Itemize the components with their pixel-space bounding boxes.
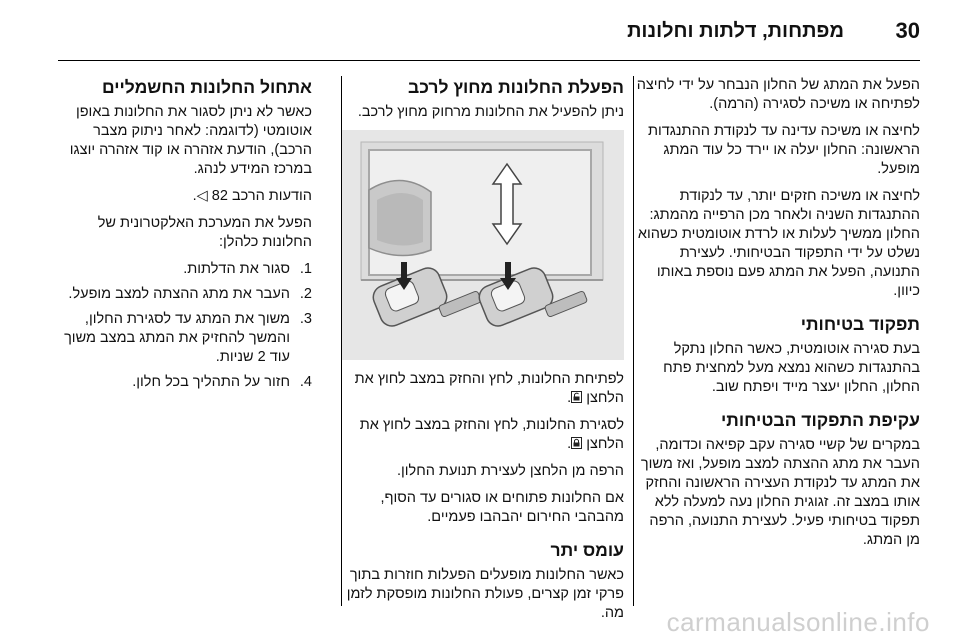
unlock-button-icon [571,391,582,403]
paragraph-vehicle-messages-ref: הודעות הרכב 82 ◁. [192,188,312,204]
heading-remote-operation: הפעלת החלונות מחוץ לרכב [408,77,624,97]
right-column [635,76,920,558]
watermark: carmanualsonline.info [666,607,930,637]
steps-list [60,260,312,392]
header-rule [58,60,920,61]
list-item: 4. חזור על התהליך בכל חלון. [132,374,312,390]
illustration-svg [341,130,624,360]
paragraph-first-detent: לחיצה או משיכה עדינה עד לנקודת ההתנגדות הראשונה: החלון יעלה או יירד כל עוד המתג מופעל. [647,123,920,177]
open-windows-text: לפתיחת החלונות, לחץ והחזק במצב לחוץ את הלחצן [354,371,624,406]
close-windows-text: לסגירת החלונות, לחץ והחזק במצב לחוץ את הלחצן [359,417,624,452]
open-windows-end: . [567,390,572,406]
paragraph-overload: כאשר החלונות מופעלים הפעלות חוזרות בתוך פרקי זמן קצרים, פעולת החלונות מופסקת לזמן מה. [346,567,624,621]
paragraph-open-windows [336,370,624,408]
list-item: 1. סגור את הדלתות. [183,261,312,277]
paragraph-switch-operation: הפעל את המתג של החלון הנבחר על ידי לחיצה לפתיחה או משיכה לסגירה (הרמה). [636,77,920,112]
heading-overload: עומס יתר [550,540,624,560]
paragraph-initialize-intro: כאשר לא ניתן לסגור את החלונות באופן אוטומטי (לדוגמה: לאחר ניתוק מצבר הרכב), הודעת אזהרה או קוד אזהרה יוצגו במרכז המידע לנהג. [69,104,312,177]
illustration-key-remote [341,130,624,360]
paragraph-safety-function: בעת סגירה אוטומטית, כאשר החלון נתקל בהתנגדות כשהוא נמצא מעל למחצית פתח החלון, החלון יעצר מייד ויפתח שוב. [663,341,920,395]
list-item: 2. העבר את מתג ההצתה למצב מופעל. [68,286,312,302]
paragraph-second-detent: לחיצה או משיכה חזקים יותר, עד לנקודת ההתנגדות השניה ולאחר מכן הרפייה מהמתג: החלון ממשיך לעלות או לרדת אוטומטית כשהוא נשלט על ידי התפקוד הבטיחותי. לעצירת התנועה, הפעל את המתג פעם נוספת באותו כיוון. [637,188,920,299]
paragraph-close-windows [336,416,624,454]
page-number: 30 [895,18,920,43]
paragraph-activate-electronics: הפעל את המערכת האלקטרונית של החלונות כלהלן: [97,215,312,250]
list-item: 3. משוך את המתג עד לסגירת החלון, והמשך להחזיק את המתג במצב משוך עוד 2 שניות. [64,311,312,365]
heading-safety-function: תפקוד בטיחותי [800,314,920,334]
paragraph-hazard-flash: אם החלונות פתוחים או סגורים עד הסוף, מהבהבי החירום יהבהבו פעמיים. [380,490,624,525]
lock-button-icon [571,437,582,449]
column-divider [633,76,634,606]
paragraph-override-safety: במקרים של קשיי סגירה עקב קפיאה וכדומה, העבר את מתג ההצתה למצב מופעל, ואז משוך את המתג עד לנקודת העצירה הראשונה והחזק אותו במצב זה. זגוגית החלון נעה למעלה ללא תפקוד בטיחותי פעיל. לעצירת התנועה, הרפה מן המתג. [640,437,920,548]
column-divider [341,76,342,606]
heading-override-safety: עקיפת התפקוד הבטיחותי [721,410,920,430]
paragraph-release-button: הרפה מן הלחצן לעצירת תנועת החלון. [396,463,624,479]
close-windows-end: . [567,436,572,452]
middle-column [336,76,624,631]
heading-initialize-windows: אתחול החלונות החשמליים [101,77,312,97]
paragraph-remote-intro: ניתן להפעיל את החלונות מרחוק מחוץ לרכב. [357,104,624,120]
page-title: מפתחות, דלתות וחלונות [627,20,844,42]
left-column [60,76,312,398]
